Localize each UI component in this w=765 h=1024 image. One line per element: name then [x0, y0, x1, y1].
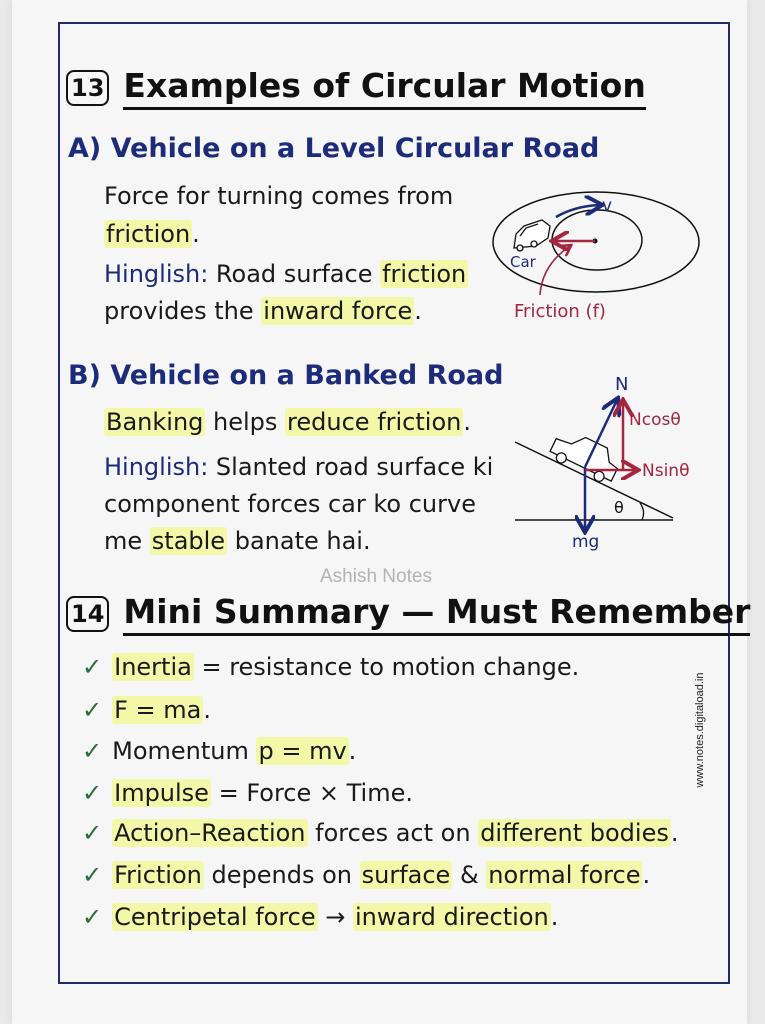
- text-segment: depends on: [203, 861, 360, 889]
- highlighted-term: inward direction: [355, 903, 549, 931]
- checkmark-icon: ✓: [82, 653, 103, 681]
- text-segment: Momentum: [112, 737, 257, 765]
- text-segment: = resistance to motion change.: [193, 653, 580, 681]
- text-segment: banate hai.: [227, 527, 371, 555]
- text-line: [104, 527, 371, 555]
- text-segment: component forces car ko curve: [104, 490, 476, 518]
- text-segment: .: [414, 297, 422, 325]
- text-segment: provides the: [104, 297, 262, 325]
- car-label: Car: [510, 253, 536, 271]
- section-title: Mini Summary — Must Remember: [123, 592, 750, 636]
- text-segment: .: [642, 861, 651, 889]
- checkmark-icon: ✓: [82, 861, 103, 889]
- section-number: 14: [66, 596, 109, 632]
- banked-road-diagram: [480, 370, 720, 560]
- text-segment: .: [550, 903, 559, 931]
- section-title: Examples of Circular Motion: [123, 66, 645, 110]
- text-line: [104, 408, 471, 436]
- highlighted-term: Banking: [106, 408, 204, 436]
- text-line: [104, 453, 493, 481]
- velocity-label: v: [602, 196, 613, 216]
- text-segment: Slanted road surface ki: [208, 453, 494, 481]
- highlighted-term: Centripetal force: [114, 903, 316, 931]
- checklist-item: [82, 653, 579, 681]
- checkmark-icon: ✓: [82, 903, 103, 931]
- text-segment: .: [670, 819, 679, 847]
- section-number: 13: [66, 70, 109, 106]
- highlighted-term: Impulse: [114, 779, 209, 807]
- text-segment: forces act on: [307, 819, 479, 847]
- side-url: www.notes.digitaload.in: [694, 672, 706, 788]
- highlighted-term: normal force: [488, 861, 641, 889]
- highlighted-term: friction: [382, 260, 467, 288]
- circular-road-diagram: [480, 180, 720, 330]
- watermark: Ashish Notes: [320, 566, 432, 587]
- section-13-heading: [66, 66, 646, 106]
- section-14-heading: [66, 592, 750, 632]
- checklist-item: [82, 779, 413, 807]
- checklist-item: [82, 861, 650, 889]
- subheading-a: A) Vehicle on a Level Circular Road: [68, 133, 600, 164]
- highlighted-term: F = ma: [114, 696, 202, 724]
- checklist-item: [82, 737, 356, 765]
- checklist-item: [82, 696, 211, 724]
- ncos-label: Ncosθ: [629, 410, 681, 430]
- highlighted-term: reduce friction: [287, 408, 462, 436]
- highlighted-term: surface: [361, 861, 451, 889]
- text-segment: me: [104, 527, 150, 555]
- text-segment: .: [348, 737, 357, 765]
- checkmark-icon: ✓: [82, 696, 103, 724]
- text-line: [104, 260, 468, 288]
- text-segment: helps: [205, 408, 286, 436]
- highlighted-term: stable: [151, 527, 226, 555]
- highlighted-term: different bodies: [480, 819, 669, 847]
- friction-label: Friction (f): [514, 301, 606, 322]
- text-segment: = Force × Time.: [210, 779, 413, 807]
- highlighted-term: inward force: [263, 297, 413, 325]
- text-segment: .: [463, 408, 471, 436]
- highlighted-term: Friction: [114, 861, 202, 889]
- text-segment: .: [203, 696, 212, 724]
- checklist-item: [82, 903, 558, 931]
- highlighted-term: Inertia: [114, 653, 192, 681]
- text-segment: Road surface: [208, 260, 381, 288]
- checkmark-icon: ✓: [82, 819, 103, 847]
- text-segment: .: [192, 220, 200, 248]
- checkmark-icon: ✓: [82, 779, 103, 807]
- text-segment: Force for turning comes from: [104, 182, 454, 210]
- angle-label: θ: [614, 498, 624, 517]
- nsin-label: Nsinθ: [642, 461, 690, 481]
- highlighted-term: p = mv: [258, 737, 347, 765]
- highlighted-term: friction: [106, 220, 191, 248]
- text-line: [104, 220, 200, 248]
- text-line: [104, 490, 476, 518]
- highlighted-term: Action–Reaction: [114, 819, 306, 847]
- checkmark-icon: ✓: [82, 737, 103, 765]
- normal-label: N: [615, 374, 629, 395]
- text-line: [104, 297, 422, 325]
- text-segment: &: [452, 861, 487, 889]
- velocity-arrow: [556, 205, 600, 217]
- text-segment: Hinglish:: [104, 453, 209, 481]
- text-line: [104, 182, 453, 210]
- car-icon: [514, 220, 550, 251]
- text-segment: →: [317, 903, 354, 931]
- subheading-b: B) Vehicle on a Banked Road: [68, 360, 504, 391]
- angle-arc: [640, 503, 644, 520]
- checklist-item: [82, 819, 678, 847]
- weight-label: mg: [572, 532, 600, 552]
- text-segment: Hinglish:: [104, 260, 209, 288]
